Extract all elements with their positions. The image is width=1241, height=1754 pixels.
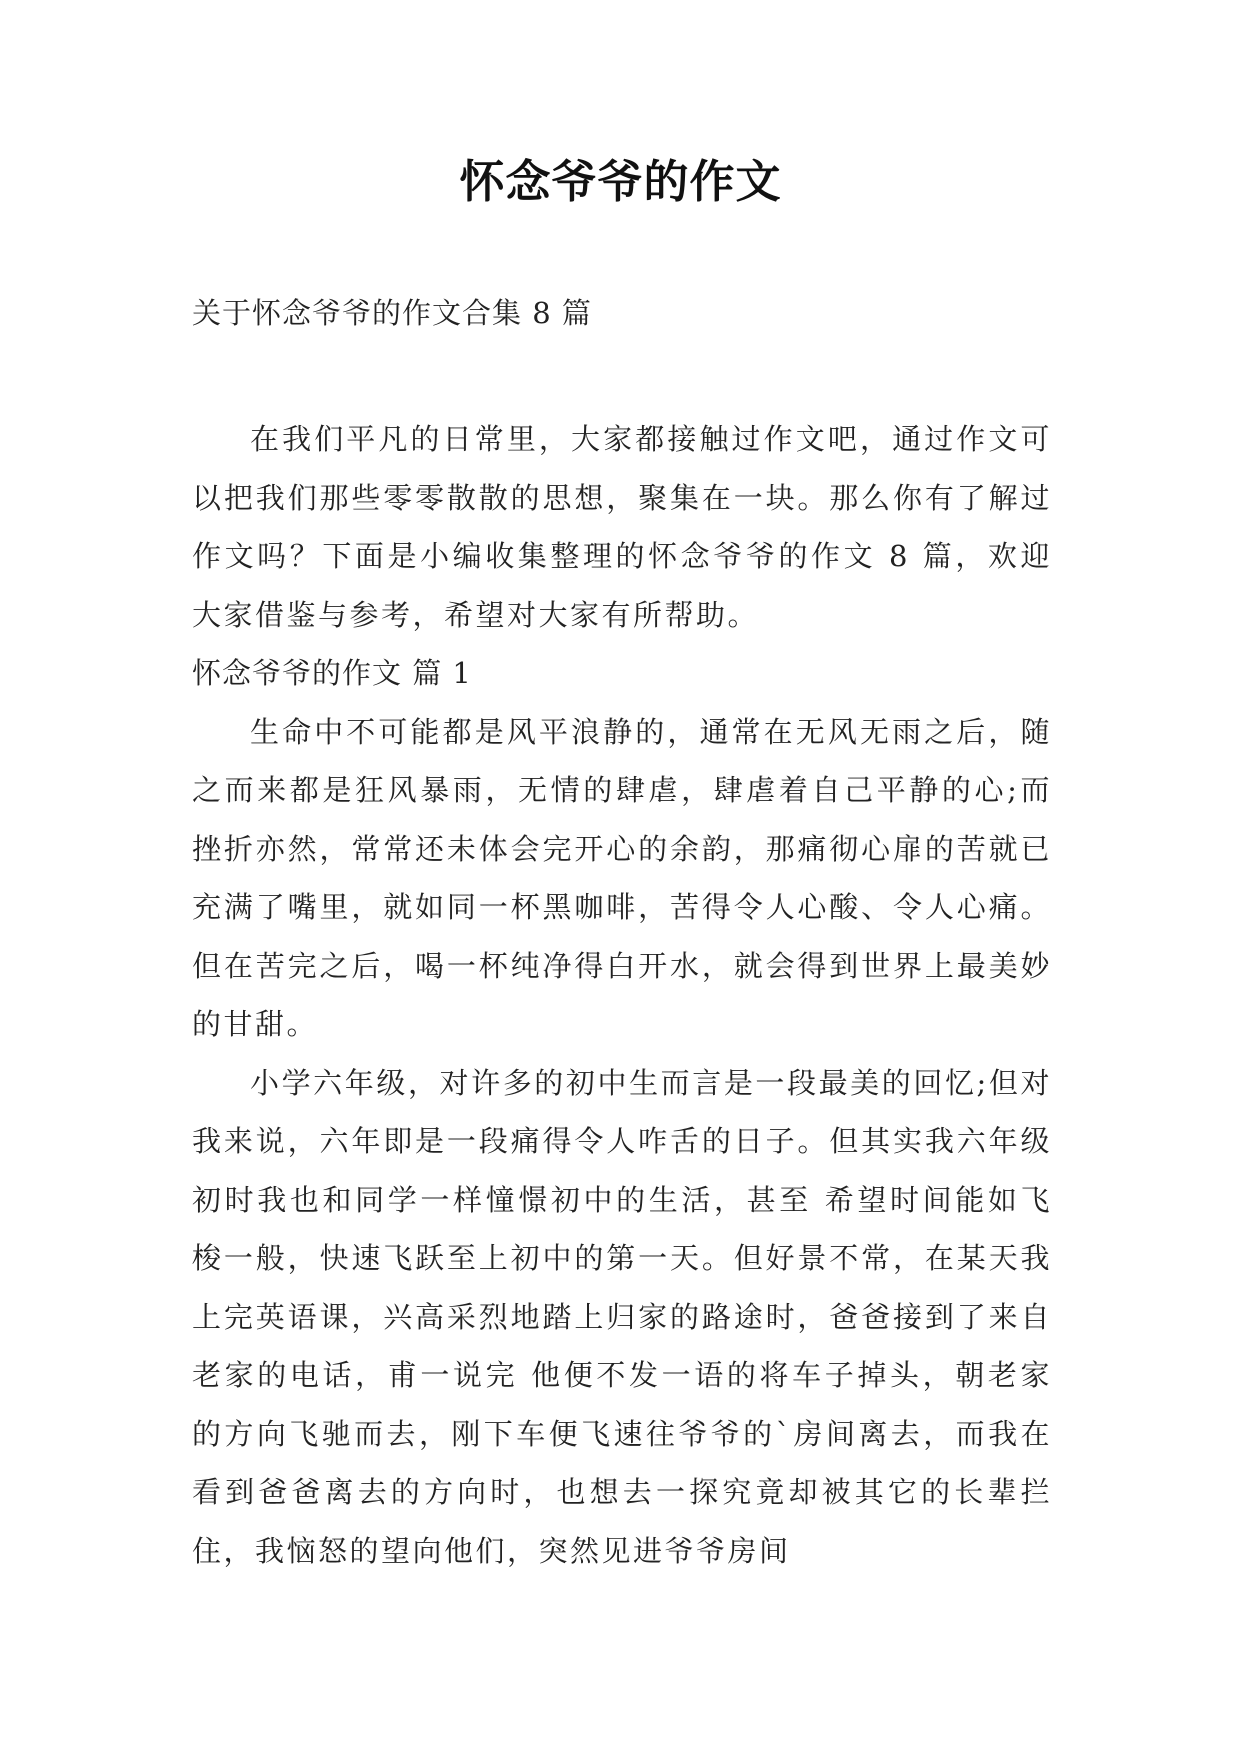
intro-paragraph: 在我们平凡的日常里，大家都接触过作文吧，通过作文可以把我们那些零零散散的思想，聚集在一块。那么你有了解过作文吗？下面是小编收集整理的怀念爷爷的作文 8 篇，欢迎大家借鉴与参考，希望对大家有所帮助。 (192, 422, 1052, 632)
document-subtitle: 关于怀念爷爷的作文合集 8 篇 (192, 296, 592, 330)
body-paragraph: 生命中不可能都是风平浪静的，通常在无风无雨之后，随之而来都是狂风暴雨，无情的肆虐，肆虐着自己平静的心;而挫折亦然，常常还未体会完开心的余韵，那痛彻心扉的苦就已充满了嘴里，就如同一杯黑咖啡，苦得令人心酸、令人心痛。但在苦完之后，喝一杯纯净得白开水，就会得到世界上最美妙的甘甜。 (192, 714, 1052, 1041)
section-heading: 怀念爷爷的作文 篇 1 (192, 656, 472, 690)
document-title: 怀念爷爷的作文 (459, 155, 782, 208)
document-body (192, 410, 1052, 1580)
body-paragraph: 小学六年级，对许多的初中生而言是一段最美的回忆;但对我来说，六年即是一段痛得令人咋舌的日子。但其实我六年级初时我也和同学一样憧憬初中的生活，甚至 希望时间能如飞梭一般，快速飞跃至上初中的第一天。但好景不常，在某天我上完英语课，兴高采烈地踏上归家的路途时，爸爸接到了来自老家的电话，甫一说完 他便不发一语的将车子掉头，朝老家的方向飞驰而去，刚下车便飞速往爷爷的`房间离去，而我在看到爸爸离去的方向时，也想去一探究竟却被其它的长辈拦住，我恼怒的望向他们，突然见进爷爷房间 (192, 1065, 1052, 1568)
